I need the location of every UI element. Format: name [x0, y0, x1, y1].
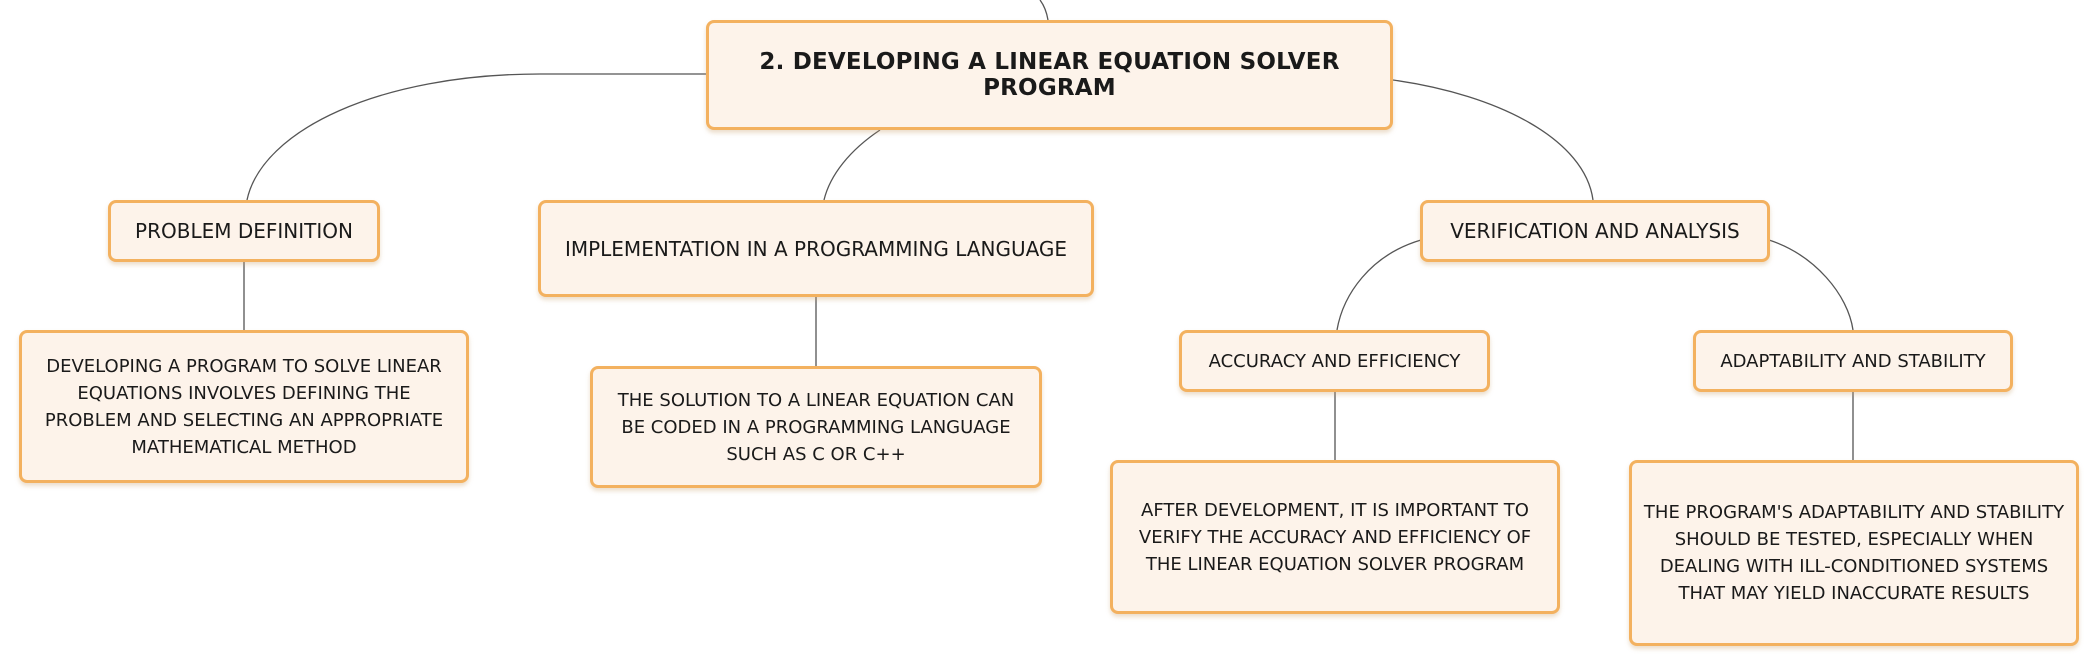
implementation-detail-node[interactable]: [590, 366, 1042, 488]
connector-root-to-problem: [247, 74, 706, 200]
implementation-node[interactable]: [538, 200, 1094, 297]
connector-root-to-verification: [1393, 80, 1593, 200]
connector-parent-to-root: [1040, 0, 1048, 20]
problem-definition-node[interactable]: [108, 200, 380, 262]
implementation-label: IMPLEMENTATION IN A PROGRAMMING LANGUAGE: [564, 236, 1068, 261]
accuracy-efficiency-node[interactable]: [1179, 330, 1490, 392]
problem-definition-detail-node[interactable]: [19, 330, 469, 483]
adaptability-stability-label: ADAPTABILITY AND STABILITY: [1720, 350, 1986, 372]
adaptability-stability-node[interactable]: [1693, 330, 2013, 392]
implementation-detail-text: THE SOLUTION TO A LINEAR EQUATION CAN BE CODED IN A PROGRAMMING LANGUAGE SUCH AS C OR C++: [617, 389, 1015, 465]
root-node[interactable]: [706, 20, 1393, 130]
accuracy-efficiency-detail-text: AFTER DEVELOPMENT, IT IS IMPORTANT TO VERIFY THE ACCURACY AND EFFICIENCY OF THE LINEAR EQUATION SOLVER PROGRAM: [1138, 499, 1532, 575]
root-node-label: 2. DEVELOPING A LINEAR EQUATION SOLVER PROGRAM: [759, 49, 1340, 101]
connector-verification-to-adaptability: [1769, 240, 1853, 330]
verification-analysis-node[interactable]: [1420, 200, 1770, 262]
adaptability-stability-detail-text: THE PROGRAM'S ADAPTABILITY AND STABILITY SHOULD BE TESTED, ESPECIALLY WHEN DEALING WITH ILL-CONDITIONED SYSTEMS THAT MAY YIELD INACCURATE RESULTS: [1643, 502, 2065, 604]
problem-definition-label: PROBLEM DEFINITION: [135, 219, 353, 243]
accuracy-efficiency-label: ACCURACY AND EFFICIENCY: [1208, 350, 1461, 372]
adaptability-stability-detail-node[interactable]: [1629, 460, 2079, 646]
accuracy-efficiency-detail-node[interactable]: [1110, 460, 1560, 614]
verification-analysis-label: VERIFICATION AND ANALYSIS: [1450, 219, 1740, 243]
connector-verification-to-accuracy: [1337, 240, 1421, 330]
problem-definition-detail-text: DEVELOPING A PROGRAM TO SOLVE LINEAR EQUATIONS INVOLVES DEFINING THE PROBLEM AND SELECTING AN APPROPRIATE MATHEMATICAL METHOD: [44, 355, 444, 458]
connector-root-to-implementation: [824, 130, 880, 200]
